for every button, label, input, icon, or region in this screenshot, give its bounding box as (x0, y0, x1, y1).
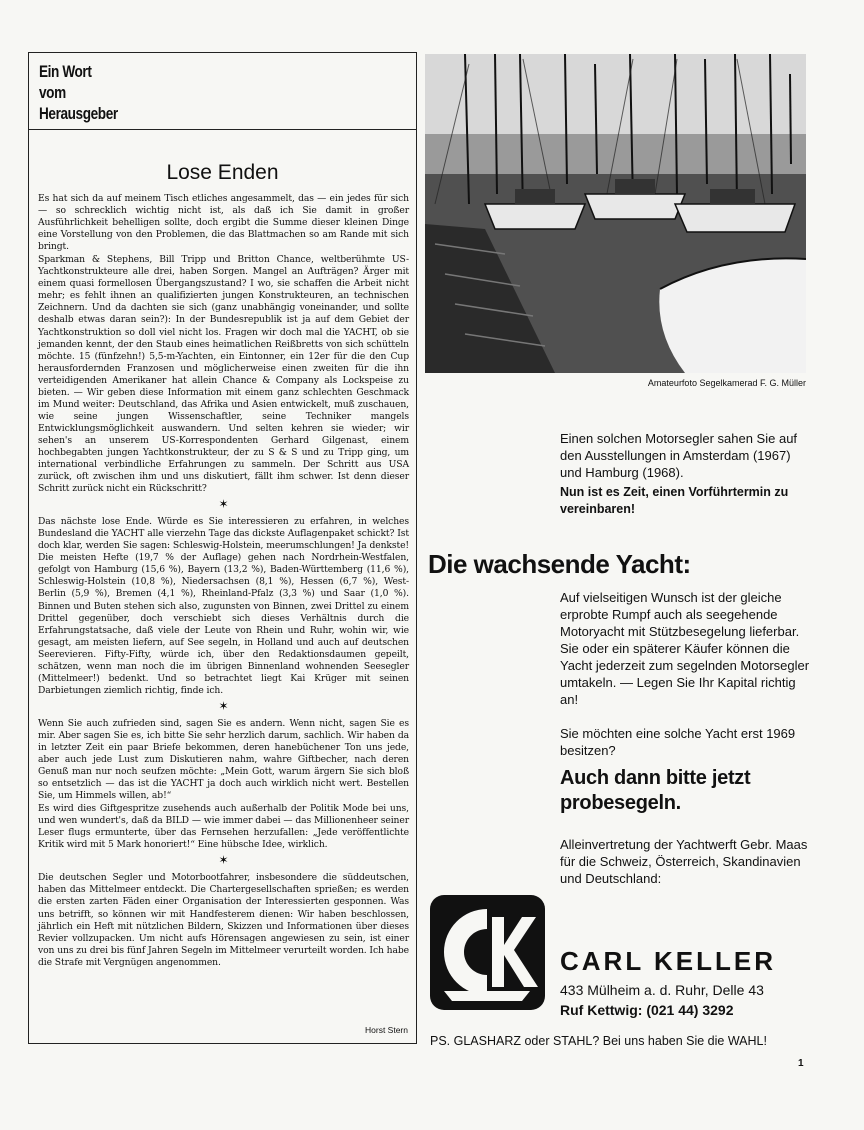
article-paragraph: Es hat sich da auf meinem Tisch etliches angesammelt, das — ein jedes für sich — so schrecklich wichtig nicht ist, als daß ich Sie damit in großer Ausführlichkeit behelligen sollte, doch ergibt die Summe dieser kleinen Dinge eine Vorstellung von den Problemen, die das Blattmachen so am Rande mit sich bringt. (38, 193, 409, 253)
ad-question: Sie möchten eine solche Yacht erst 1969 besitzen? (560, 726, 796, 758)
company-address (560, 980, 764, 1020)
ad-body: Auf vielseitigen Wunsch ist der gleiche erprobte Rumpf auch als seegehende Motoryacht mit Stützbesegelung lieferbar. Sie oder ein späterer Käufer können die Yacht jederzeit zum segelnden Motorsegler umtakeln. — Legen Sie Ihr Kapital richtig an! (560, 590, 810, 707)
ad-headline: Die wachsende Yacht: (428, 549, 691, 579)
company-name: CARL KELLER (560, 946, 776, 976)
section-separator: ✶ (218, 497, 229, 512)
article-title: Lose Enden (166, 161, 279, 184)
header-line: Ein Wort (39, 62, 92, 81)
editorial-header-title (39, 61, 151, 124)
phone-line: Ruf Kettwig: (021 44) 3292 (560, 1002, 734, 1018)
harbor-photo (425, 54, 806, 373)
author-signature: Horst Stern (365, 1025, 408, 1035)
photo-caption: Amateurfoto Segelkamerad F. G. Müller (647, 378, 806, 388)
section-separator: ✶ (218, 698, 229, 713)
ad-distribution: Alleinvertretung der Yachtwerft Gebr. Maas für die Schweiz, Österreich, Skandinavien und Deutschland: (560, 837, 808, 886)
editorial-header (29, 53, 416, 130)
header-line: vom (39, 83, 66, 102)
section-separator: ✶ (218, 853, 229, 868)
ad-call-to-action: Auch dann bitte jetzt probesegeln. (560, 767, 751, 814)
article-paragraph: Das nächste lose Ende. Würde es Sie interessieren zu erfahren, in welches Bundesland die YACHT alle vierzehn Tage das dickste Auflagenpaket schickt? Ist doch klar, werden Sie sagen: Schleswig-Holstein, meerumschlungen! Ja denkste! Die meisten Hefte (19,7 % der Auflage) gehen nach Nordrhein-Westfalen, gefolgt von Hamburg (15,6 %), Bayern (13,2 %), Baden-Württemberg (11,6 %), Schleswig-Holstein (10,8 %), Niedersachsen (8,1 %), Hessen (6,7 %), West-Berlin (5,9 %), Bremen (4,1 %), Rheinland-Pfalz (3,3 %) und Saar (1,0 %). Binnen und Buten stehen sich also, zugunsten von Binnen, zwei Drittel zu einem Drittel gegenüber, doch verschiebt sich dieses Verhältnis durch die Erfahrungstatsache, daß viele der Leute von Rhein und Ruhr, wohin wir, wie gesagt, am meisten liefern, auf See segeln, in Holland und auch auf deutschen Seerevieren. Fifty-Fifty, würde ich, über den Redaktionsdaumen gepeilt, schätzen, wenn man noch die im übrigen Binnenland wohnenden Seesegler (Mittelmeer!) bedenkt. Und so betrachtet liegt Kai Krüger mit seinen Darbietungen ziemlich richtig, finde ich. (38, 516, 409, 696)
header-line: Herausgeber (39, 104, 118, 123)
page-number: 1 (798, 1058, 804, 1069)
article-paragraph: Die deutschen Segler und Motorbootfahrer, insbesondere die süddeutschen, haben das Mittelmeer entdeckt. Die Chartergesellschaften sprießen; es werden die ersten zarten Fäden einer Organisation der Interessierten gesponnen. Was uns betrifft, so können wir mit Handfesterem dienen: Wir haben beschlossen, jährlich ein Heft mit nützlichen Bildern, Skizzen und Informationen über dieses Revier vollzupacken. Um nicht aufs Hörensagen angewiesen zu sein, ist einer von uns zu drei bis fünf Jahren Segeln im Mittelmeer verurteilt worden. Ich habe die Strafe mit Vergnügen angenommen. (38, 872, 409, 968)
ad-intro: Einen solchen Motorsegler sahen Sie auf den Ausstellungen in Amsterdam (1967) und Hamburg (1968). (560, 431, 798, 480)
article-paragraph: Sparkman & Stephens, Bill Tripp und Britton Chance, weltberühmte US-Yachtkonstrukteure alle drei, haben Sorgen. Mangel an Aufträgen? Ärger mit einem quasi formellosen Übergangszustand? I wo, sie schaffen die Arbeit nicht mehr; es fehlt ihnen an qualifizierten jungen Konstrukteuren, an technischen Zeichnern. Und da dachten sie sich (ganz unabhängig voneinander, und sollte deshalb etwas daran sein?): In der Bundesrepublik ist ja auf dem Gebiet der Yachtkonstruktion so doll viel nicht los. Fragen wir doch mal die YACHT, ob sie jemanden kennt, der den Staub eines heimatlichen Reißbretts von sich schütteln möchte. 15 (fünfzehn!) 5,5-m-Yachten, ein Eintonner, ein 12er für die den Cup herausfordernden Franzosen und möglicherweise einen zweiten für die ihn verteidigenden Amerikaner hat allein Chance & Company als Lockspeise zu bieten. — Wir geben diese Information mit einem ganz schlechten Geschmack im Mund weiter: Deutschland, das Afrika und Asien entwickelt, muß zuschauen, wie seine jungen Wissenschaftler, seine Techniker mangels Entwicklungsmöglichkeit auswandern. Und selten kehren sie wieder; wir sehen's an unserem US-Korrespondenten Gerhard Gilgenast, einem hochbegabten jungen Yachtkonstrukteur, der zu S & S und zu Tripp ging, um international verbindliche Erfahrungen zu sammeln. Der Schritt aus USA zurück, oft zwischen ihm und uns diskutiert, fällt ihm schwer. Ist denn dieser Schritt zurück nicht ein Rückschritt? (38, 254, 409, 495)
harbor-photo-image (425, 54, 806, 373)
article-paragraph: Es wird dies Giftgespritze zusehends auch außerhalb der Politik Mode bei uns, und wen wundert's, daß da BILD — wie immer dabei — das Millionenheer seiner Leser flugs ermunterte, über das Fernsehen herzufallen: „Jede veröffentlichte Kritik wird mit 5 Mark honoriert!“ Eine hübsche Idee, wirklich. (38, 803, 409, 851)
logo-ship-icon (430, 895, 545, 1010)
address-line: 433 Mülheim a. d. Ruhr, Delle 43 (560, 982, 764, 998)
editorial-box (28, 52, 417, 1044)
carl-keller-logo (430, 895, 545, 1010)
ad-postscript: PS. GLASHARZ oder STAHL? Bei uns haben Sie die WAHL! (430, 1034, 767, 1048)
article-paragraph: Wenn Sie auch zufrieden sind, sagen Sie es andern. Wenn nicht, sagen Sie es mir. Aber sagen Sie es, ich bitte Sie sehr herzlich darum, sachlich. Wir haben da in letzter Zeit ein paar Briefe bekommen, deren hanebüchener Ton uns jede, aber auch jede Lust zum Diskutieren nahm, wahre Giftbecher, nach deren Genuß man nur noch seufzen möchte: „Mein Gott, warum ärgern Sie sich bloß so entsetzlich — das ist die YACHT ja doch auch wirklich nicht wert. Bestellen Sie, um Himmels willen, ab!“ (38, 717, 409, 802)
article-body (38, 193, 409, 970)
ad-intro-bold: Nun ist es Zeit, einen Vorführtermin zu vereinbaren! (560, 485, 789, 516)
